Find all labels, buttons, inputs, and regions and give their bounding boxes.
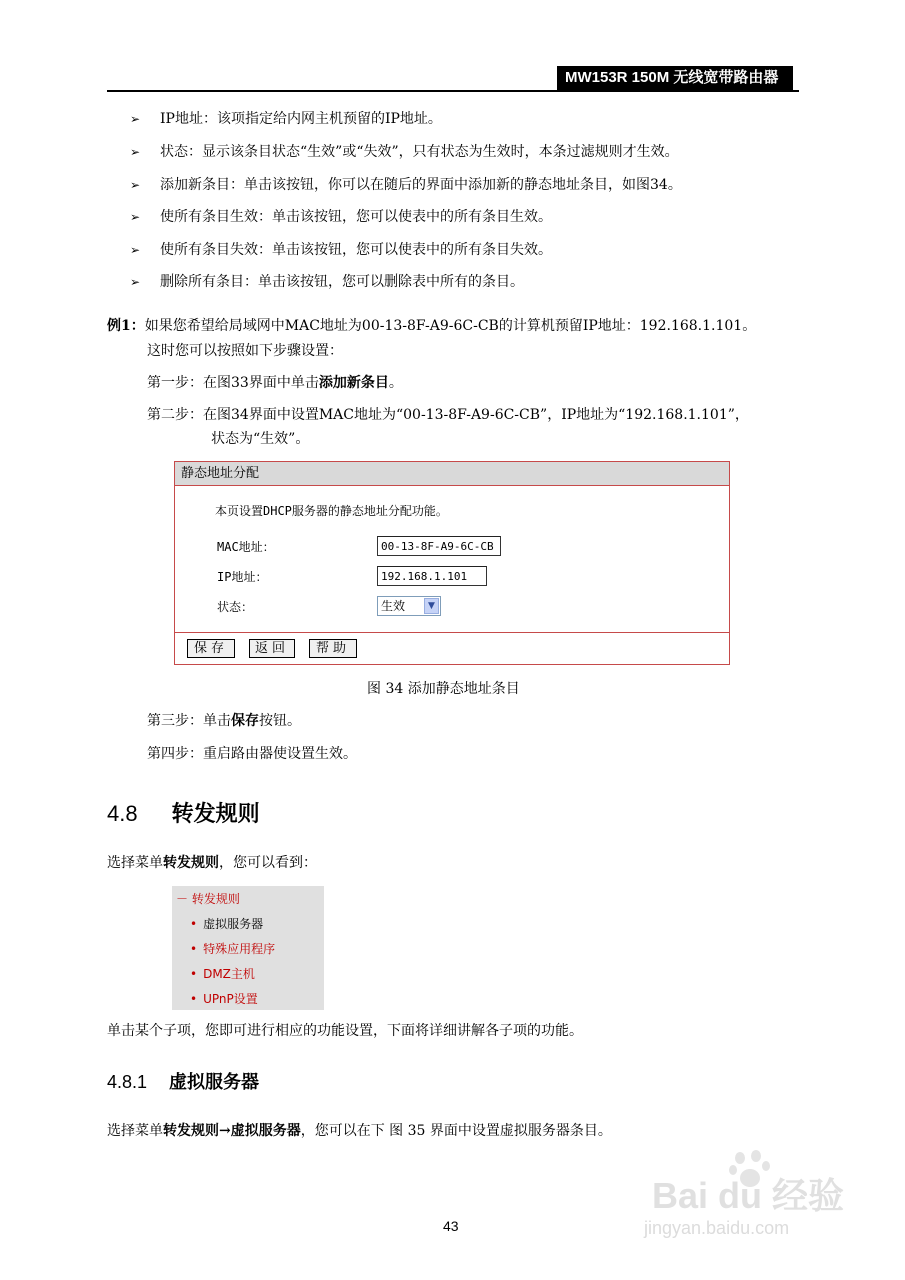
section-4-8-1-heading [107,1068,259,1094]
step-1 [147,373,403,393]
section-4-8-1-intro [107,1121,612,1141]
panel-description: 本页设置DHCP服务器的静态地址分配功能。 [215,504,448,518]
menu-special-apps[interactable] [190,940,275,957]
arrow-bullet-icon: ➢ [130,178,141,192]
example-label: 例1： [107,318,145,334]
header-title: MW153R 150M 无线宽带路由器 [557,66,793,90]
status-select[interactable] [377,596,441,616]
step-1-bold: 添加新条目 [318,375,389,391]
status-select-value: 生效 [381,599,406,613]
intro-prefix: 选择菜单 [107,855,163,871]
bullet-sep: ： [202,111,217,127]
bullet-dot-icon: • [190,967,198,981]
arrow-bullet-icon: ➢ [130,112,141,126]
bullet-text: 单击该按钮，你可以在随后的界面中添加新的静态地址条目，如图34。 [244,177,682,193]
example-line-1 [107,316,756,336]
section-number: 4.8 [107,801,138,826]
menu-dmz-host[interactable] [190,965,255,982]
intro-suffix: ，您可以看到： [219,855,317,871]
bullet-label: 添加新条目 [160,177,230,193]
arrow-bullet-icon: ➢ [130,210,141,224]
intro-suffix: ，您可以在下 图 35 界面中设置虚拟服务器条目。 [300,1123,612,1139]
bullet-text: 显示该条目状态“生效”或“失效”，只有状态为生效时，本条过滤规则才生效。 [202,144,679,160]
menu-item-label: DMZ主机 [203,967,255,981]
bullet-sep: ： [258,209,272,225]
bullet-sep: ： [244,274,258,290]
example-text: 如果您希望给局域网中MAC地址为00-13-8F-A9-6C-CB的计算机预留IP地址：192.168.1.101。 [144,318,757,334]
bullet-label: 状态 [160,144,188,160]
intro-bold: 转发规则→虚拟服务器 [163,1123,301,1139]
menu-item-label: UPnP设置 [203,992,258,1006]
bullet-label: 使所有条目失效 [160,242,258,258]
menu-upnp-settings[interactable] [190,990,258,1007]
bullet-sep: ： [188,144,202,160]
bullet-label: 使所有条目生效 [160,209,258,225]
panel-title: 静态地址分配 [175,462,729,486]
step-2-line-2: 状态为“生效”。 [211,431,310,447]
step-3-bold: 保存 [231,713,259,729]
intro-prefix: 选择菜单 [107,1123,163,1139]
step-3-prefix: 第三步：单击 [147,713,231,729]
section-4-8-heading [107,797,260,828]
back-button[interactable]: 返回 [249,639,295,658]
watermark-url: jingyan.baidu.com [644,1218,790,1238]
section-4-8-intro [107,853,317,873]
figure-caption: 图 34 添加静态地址条目 [367,681,520,697]
section-number: 4.8.1 [107,1072,148,1092]
ip-label: IP地址： [217,570,268,584]
help-button[interactable]: 帮助 [309,639,357,658]
bullet-text: 单击该按钮，您可以使表中的所有条目失效。 [272,242,552,258]
bullet-text: 该项指定给内网主机预留的IP地址。 [216,111,442,127]
mac-input[interactable]: 00-13-8F-A9-6C-CB [377,536,501,556]
bullet-sep: ： [230,177,244,193]
menu-item-label: 特殊应用程序 [203,942,276,956]
bullet-text: 单击该按钮，您可以删除表中所有的条目。 [258,274,524,290]
ip-input[interactable]: 192.168.1.101 [377,566,487,586]
static-address-panel [174,461,730,665]
bullet-label: IP地址 [160,111,203,127]
bullet-dot-icon: • [190,942,198,956]
save-button[interactable]: 保存 [187,639,235,658]
step-3 [147,711,301,731]
bullet-text: 单击该按钮，您可以使表中的所有条目生效。 [272,209,552,225]
intro-bold: 转发规则 [163,855,219,871]
menu-item-label: 虚拟服务器 [203,917,264,931]
menu-virtual-server[interactable] [190,915,263,932]
step-1-prefix: 第一步：在图33界面中单击 [147,375,319,391]
bullet-sep: ： [258,242,272,258]
section-title: 转发规则 [171,802,260,827]
step-1-suffix: 。 [388,375,403,391]
bullet-dot-icon: • [190,917,198,931]
example-line-2: 这时您可以按照如下步骤设置： [147,343,343,359]
panel-footer-divider [175,632,729,633]
step-2-line-1: 第二步：在图34界面中设置MAC地址为“00-13-8F-A9-6C-CB”，IP地址为“192.168.1.101”， [147,407,749,423]
step-4: 第四步：重启路由器使设置生效。 [147,746,357,762]
forwarding-menu [172,886,324,1010]
bullet-dot-icon: • [190,992,198,1006]
header-rule [107,90,799,92]
baidu-watermark [632,1150,845,1250]
arrow-bullet-icon: ➢ [130,145,141,159]
status-label: 状态： [217,600,254,614]
bullet-label: 删除所有条目 [160,274,244,290]
step-3-suffix: 按钮。 [259,713,301,729]
arrow-bullet-icon: ➢ [130,243,141,257]
section-title: 虚拟服务器 [169,1072,260,1093]
chevron-down-icon[interactable]: ▼ [424,598,439,614]
arrow-bullet-icon: ➢ [130,275,141,289]
mac-label: MAC地址： [217,540,275,554]
section-4-8-after-menu: 单击某个子项，您即可进行相应的功能设置，下面将详细讲解各子项的功能。 [107,1023,583,1039]
watermark-logo: Bai du 经验 [652,1175,845,1216]
menu-forwarding-rules[interactable]: － 转发规则 [176,892,240,906]
page-number: 43 [443,1218,459,1234]
